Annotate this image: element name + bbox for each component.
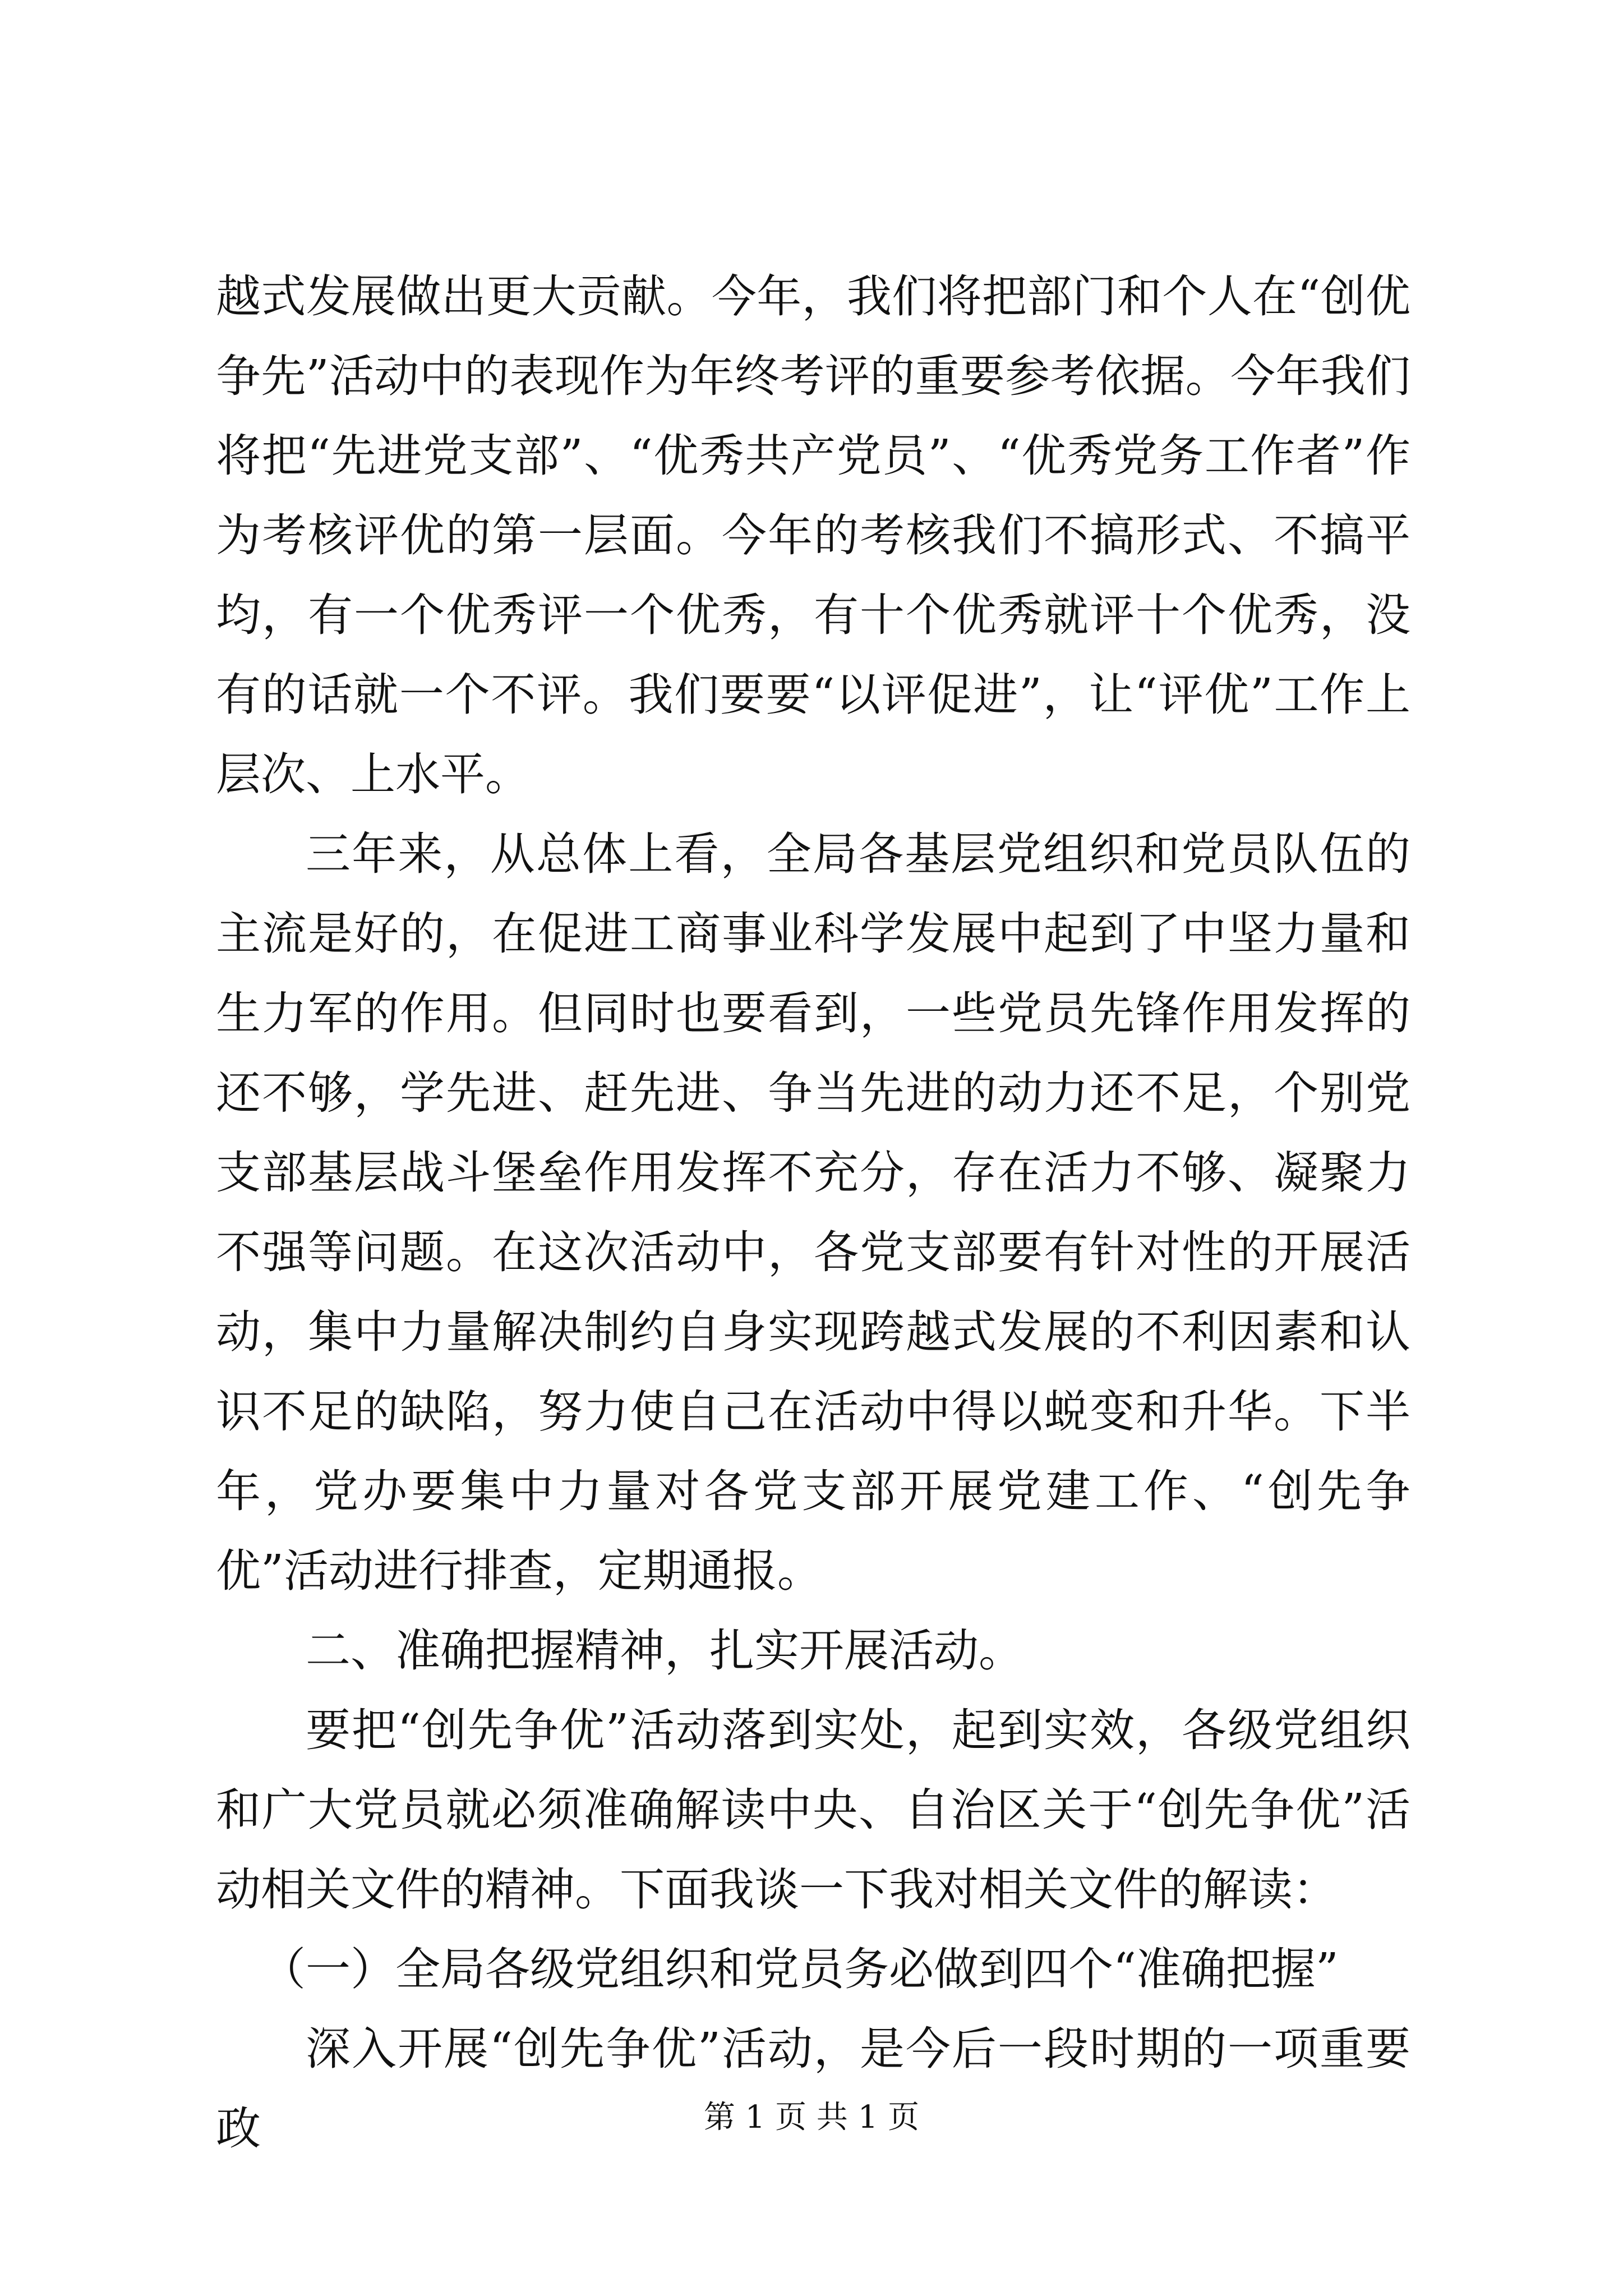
paragraph-3: 要把“创先争优”活动落到实处，起到实效，各级党组织和广大党员就必须准确解读中央、自治区关于“创先争优”活动相关文件的精神。下面我谈一下我对相关文件的解读：: [216, 1704, 1410, 1916]
section-heading-2: 二、准确把握精神，扎实开展活动。: [306, 1625, 1023, 1677]
paragraph-2: 三年来，从总体上看，全局各基层党组织和党员队伍的主流是好的，在促进工商事业科学发展中起到了中坚力量和生力军的作用。但同时也要看到，一些党员先锋作用发挥的还不够，学先进、赶先进、争当先进的动力还不足，个别党支部基层战斗堡垒作用发挥不充分，存在活力不够、凝聚力不强等问题。在这次活动中，各党支部要有针对性的开展活动，集中力量解决制约自身实现跨越式发展的不利因素和认识不足的缺陷，努力使自己在活动中得以蜕变和升华。下半年，党办要集中力量对各党支部开展党建工作、“创先争优”活动进行排查，定期通报。: [216, 828, 1410, 1597]
document-body: [216, 257, 1410, 2169]
paragraph-4: 深入开展“创先争优”活动，是今后一段时期的一项重要政: [216, 2023, 1410, 2155]
subsection-heading-1: （一）全局各级党组织和党员务必做到四个“准确把握”: [261, 1943, 1339, 1995]
paragraph-1: 越式发展做出更大贡献。今年，我们将把部门和个人在“创优争先”活动中的表现作为年终考评的重要参考依据。今年我们将把“先进党支部”、“优秀共产党员”、“优秀党务工作者”作为考核评优的第一层面。今年的考核我们不搞形式、不搞平均，有一个优秀评一个优秀，有十个优秀就评十个优秀，没有的话就一个不评。我们要要“以评促进”，让“评优”工作上层次、上水平。: [216, 270, 1410, 800]
page-footer: 第 1 页 共 1 页: [703, 2099, 920, 2136]
